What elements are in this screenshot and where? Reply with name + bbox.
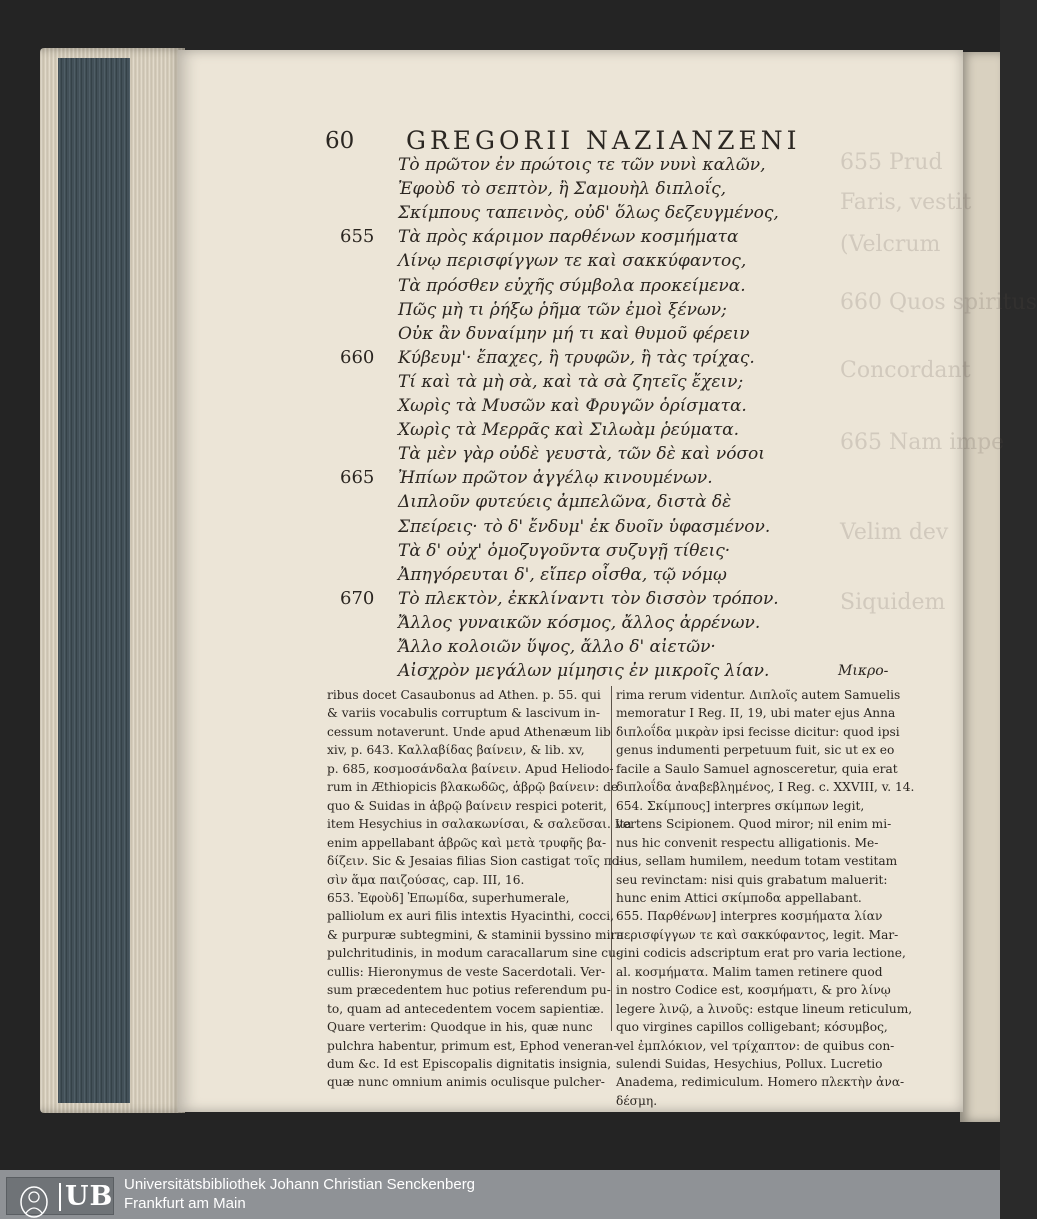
note-line: lius, sellam humilem, needum totam vestitam (616, 854, 898, 868)
ub-logo-text: UB (65, 1181, 114, 1212)
show-through-text: 660 Quos spiritus (840, 290, 1037, 315)
verse-line: Πῶς μὴ τι ῥήξω ῥῆμα τῶν ἐμοὶ ξένων; (398, 300, 727, 320)
note-line: to, quam ad antecedentem vocem sapientiæ. (327, 1002, 605, 1016)
note-line: Anadema, redimiculum. Homero πλεκτὴν ἀνα- (616, 1075, 905, 1089)
note-line: διπλοΐδα ἀναβεβλημένος, I Reg. c. XXVIII, v. 14. (616, 780, 915, 794)
verse-line-number: 660 (340, 347, 375, 368)
verse-line: Σπείρεις· τὸ δ' ἔνδυμ' ἐκ δυοῖν ὑφασμένον. (398, 517, 771, 537)
book-edge-stain (58, 58, 130, 1103)
verse-line: Οὐκ ἂν δυναίμην μή τι καὶ θυμοῦ φέρειν (398, 324, 750, 344)
verse-line: Τὸ πρῶτον ἐν πρώτοις τε τῶν νυνὶ καλῶν, (398, 155, 766, 175)
note-line: gini codicis adscriptum erat pro varia lectione, (616, 946, 906, 960)
show-through-text: 665 Nam impe (840, 430, 1005, 455)
verse-line: Τὸ πλεκτὸν, ἐκκλίναντι τὸν δισσὸν τρόπον. (398, 589, 779, 609)
show-through-text: Faris, vestit (840, 190, 972, 215)
verse-line-number: 665 (340, 467, 375, 488)
verse-line: Τὰ πρὸς κάριμον παρθένων κοσμήματα (398, 227, 739, 247)
note-line: nus hic convenit respectu alligationis. Me- (616, 836, 879, 850)
note-line: xiv, p. 643. Καλλαβίδας βαίνειν, & lib. xv, (327, 743, 585, 757)
show-through-text: 655 Prud (840, 150, 943, 175)
seal-icon (19, 1185, 49, 1219)
note-line: memoratur I Reg. II, 19, ubi mater ejus Anna (616, 706, 896, 720)
verse-line: Ἠπίων πρῶτον ἀγγέλῳ κινουμένων. (398, 468, 713, 488)
note-line: 654. Σκίμπους] interpres σκίμπων legit, (616, 799, 865, 813)
verse-line: Διπλοῦν φυτεύεις ἀμπελῶνα, διστὰ δὲ (398, 492, 732, 512)
note-line: cullis: Hieronymus de veste Sacerdotali. Ver- (327, 965, 606, 979)
note-line: al. κοσμήματα. Malim tamen retinere quod (616, 965, 883, 979)
note-line: δίζειν. Sic & Jesaias filias Sion castigat τοῖς πο- (327, 854, 624, 868)
verse-line: Τὰ δ' οὐχ' ὁμοζυγοῦντα συζυγῇ τίθεις· (398, 541, 731, 561)
note-line: δέσμη. (616, 1094, 658, 1108)
catchword: Μικρο- (838, 663, 889, 679)
note-line: sum præcedentem huc potius referendum pu- (327, 983, 611, 997)
verse-line: Ἄλλος γυναικῶν κόσμος, ἄλλος ἀρρένων. (398, 613, 761, 633)
verse-line: Κύβευμ'· ἔπαχες, ἢ τρυφῶν, ἢ τὰς τρίχας. (398, 348, 755, 368)
note-line: enim appellabant ἁβρῶς καὶ μετὰ τρυφῆς βα- (327, 836, 607, 850)
institution-name: Universitätsbibliothek Johann Christian Senckenberg (124, 1176, 476, 1193)
verse-line: Ἀπηγόρευται δ', εἴπερ οἶσθα, τῷ νόμῳ (398, 565, 727, 585)
note-line: item Hesychius in σαλακωνίσαι, & σαλεῦσαι. Ita (327, 817, 632, 831)
note-line: vel ἐμπλόκιον, vel τρίχαπτον: de quibus con- (616, 1039, 895, 1053)
note-line: sulendi Suidas, Hesychius, Pollux. Lucretio (616, 1057, 883, 1071)
show-through-text: Concordant (840, 358, 971, 383)
note-line: pulchritudinis, in modum caracallarum sine cu- (327, 946, 621, 960)
running-head: GREGORII NAZIANZENI (406, 126, 801, 155)
note-line: cessum notaverunt. Unde apud Athenæum lib (327, 725, 611, 739)
note-line: hunc enim Attici σκίμποδα appellabant. (616, 891, 862, 905)
note-line: & variis vocabulis corruptum & lascivum in- (327, 706, 601, 720)
show-through-text: Siquidem (840, 590, 946, 615)
note-line: ribus docet Casaubonus ad Athen. p. 55. qui (327, 688, 601, 702)
verse-line: Αἰσχρὸν μεγάλων μίμησις ἐν μικροῖς λίαν. (398, 661, 770, 681)
page-number: 60 (325, 128, 355, 154)
note-line: seu revinctam: nisi quis grabatum maluerit: (616, 873, 888, 887)
verse-line: Ἄλλο κολοιῶν ὕψος, ἄλλο δ' αἰετῶν· (398, 637, 716, 657)
library-footer-bar (0, 1170, 1000, 1219)
verse-line: Χωρὶς τὰ Μυσῶν καὶ Φρυγῶν ὁρίσματα. (398, 396, 747, 416)
verse-line-number: 670 (340, 588, 375, 609)
verse-line: Τί καὶ τὰ μὴ σὰ, καὶ τὰ σὰ ζητεῖς ἔχειν; (398, 372, 744, 392)
verse-line: Τὰ πρόσθεν εὐχῆς σύμβολα προκείμενα. (398, 276, 746, 296)
note-line: περισφίγγων τε καὶ σακκύφαντος, legit. Mar- (616, 928, 899, 942)
verse-line: Ἐφοὺδ τὸ σεπτὸν, ἢ Σαμουὴλ διπλοΐς, (398, 179, 727, 199)
note-line: genus indumenti perpetuum fuit, sic ut ex eo (616, 743, 895, 757)
logo-divider (59, 1183, 61, 1211)
note-line: quo & Suidas in ἁβρῷ βαίνειν respici poterit, (327, 799, 607, 813)
note-line: quæ nunc omnium animis oculisque pulcher- (327, 1075, 605, 1089)
verse-line-number: 655 (340, 226, 375, 247)
note-line: rum in Æthiopicis βλακωδῶς, ἁβρῷ βαίνειν: de (327, 780, 619, 794)
note-line: in nostro Codice est, κοσμήματι, & pro λίνῳ (616, 983, 891, 997)
verse-line: Χωρὶς τὰ Μερρᾶς καὶ Σιλωὰμ ῥεύματα. (398, 420, 739, 440)
note-line: legere λινῷ, a λινοῦς: estque lineum reticulum, (616, 1002, 913, 1016)
library-logo (6, 1177, 114, 1215)
note-line: palliolum ex auri filis intextis Hyacinthi, cocci, (327, 909, 614, 923)
note-line: vertens Scipionem. Quod miror; nil enim mi- (616, 817, 892, 831)
note-line: σὶν ἅμα παιζούσας, cap. III, 16. (327, 873, 525, 887)
verse-line: Τὰ μὲν γὰρ οὐδὲ γευστὰ, τῶν δὲ καὶ νόσοι (398, 444, 765, 464)
verse-line: Σκίμπους ταπεινὸς, οὐδ' ὅλως δεζευγμένος, (398, 203, 779, 223)
show-through-text: (Velcrum (840, 232, 941, 257)
institution-city: Frankfurt am Main (124, 1195, 246, 1212)
note-line: rima rerum videntur. Διπλοῖς autem Samuelis (616, 688, 901, 702)
note-line: p. 685, κοσμοσάνδαλα βαίνειν. Apud Heliodo- (327, 762, 614, 776)
show-through-text: Velim dev (840, 520, 949, 545)
note-line: 653. Ἐφοὺδ] Ἐπωμίδα, superhumerale, (327, 891, 570, 905)
note-line: 655. Παρθένων] interpres κοσμήματα λίαν (616, 909, 883, 923)
note-line: dum &c. Id est Episcopalis dignitatis insignia, (327, 1057, 612, 1071)
note-line: Quare verterim: Quodque in his, quæ nunc (327, 1020, 593, 1034)
note-line: διπλοΐδα μικρὰν ipsi fecisse dicitur: quod ipsi (616, 725, 900, 739)
note-line: facile a Saulo Samuel agnosceretur, quia erat (616, 762, 898, 776)
note-line: quo virgines capillos colligebant; κόσυμβος, (616, 1020, 888, 1034)
note-line: pulchra habentur, primum est, Ephod veneran- (327, 1039, 618, 1053)
note-line: & purpuræ subtegmini, & staminii byssino mira (327, 928, 624, 942)
verse-line: Λίνῳ περισφίγγων τε καὶ σακκύφαντος, (398, 251, 747, 271)
